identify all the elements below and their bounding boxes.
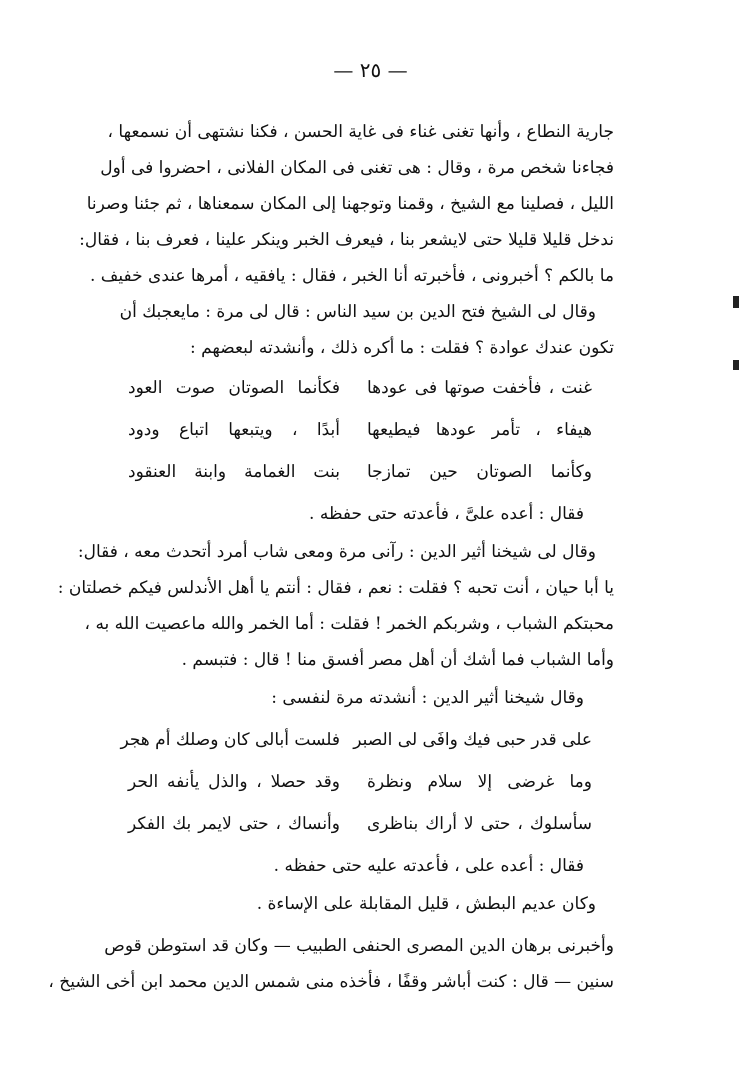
verse-line xyxy=(128,454,614,490)
text-line: يا أبا حيان ، أنت تحبه ؟ فقلت : نعم ، فقال : أنتم يا أهل الأندلس فيكم خصلتان : xyxy=(57,578,614,598)
text-line: وقال لى الشيخ فتح الدين بن سيد الناس : قال لى مرة : مايعجبك أن xyxy=(119,302,596,322)
text-line: الليل ، فصلينا مع الشيخ ، وقمنا وتوجهنا إلى المكان سمعناها ، ثم جئنا وصرنا xyxy=(86,194,614,214)
text-line: وأخبرنى برهان الدين المصرى الحنفى الطبيب — وكان قد استوطن قوص xyxy=(104,936,614,956)
text-line: جارية النطاع ، وأنها تغنى غناء فى غاية الحسن ، فكنا نشتهى أن نسمعها ، xyxy=(107,122,614,142)
margin-mark xyxy=(733,360,739,370)
text-line: تكون عندك عوادة ؟ فقلت : ما أكره ذلك ، وأنشدته لبعضهم : xyxy=(189,338,614,358)
verse-second-hemistich: فلست أبالى كان وصلك أم هجر xyxy=(120,730,340,750)
text-line: وكان عديم البطش ، قليل المقابلة على الإساءة . xyxy=(256,894,596,914)
verse-second-hemistich: بنت الغمامة وابنة العنقود xyxy=(128,462,340,482)
text-line: ندخل قليلا قليلا حتى لايشعر بنا ، فيعرف الخبر وينكر علينا ، فعرف بنا ، فقال: xyxy=(79,230,614,250)
verse-first-hemistich: وما غرضى إلا سلام ونظرة xyxy=(367,772,592,792)
verse-line xyxy=(128,370,614,406)
margin-mark xyxy=(733,296,739,308)
verse-line xyxy=(128,764,614,800)
verse-second-hemistich: أبدًا ، ويتبعها اتباع ودود xyxy=(128,420,340,440)
verse-line xyxy=(128,412,614,448)
verse-second-hemistich: فكأنما الصوتان صوت العود xyxy=(128,378,340,398)
text-line: وقال لى شيخنا أثير الدين : رآنى مرة ومعى شاب أمرد أتحدث معه ، فقال: xyxy=(77,542,596,562)
verse-line xyxy=(120,722,614,758)
text-line: فقال : أعده على ، فأعدته عليه حتى حفظه . xyxy=(273,856,584,876)
text-line: وأما الشباب فما أشك أن أهل مصر أفسق منا ! قال : فتبسم . xyxy=(181,650,614,670)
verse-first-hemistich: غنت ، فأخفت صوتها فى عودها xyxy=(367,378,592,398)
text-line: فجاءنا شخص مرة ، وقال : هى تغنى فى المكان الفلانى ، احضروا فى أول xyxy=(100,158,614,178)
text-line: ما بالكم ؟ أخبرونى ، فأخبرته أنا الخبر ، فقال : يافقيه ، أمرها عندى خفيف . xyxy=(89,266,614,286)
verse-line xyxy=(128,806,614,842)
verse-second-hemistich: وقد حصلا ، والذل يأنفه الحر xyxy=(128,772,340,792)
text-line: محبتكم الشباب ، وشربكم الخمر ! فقلت : أما الخمر والله ماعصيت الله به ، xyxy=(84,614,614,634)
verse-first-hemistich: على قدر حبى فيك وافَى لى الصبر xyxy=(353,730,592,750)
verse-first-hemistich: وكأنما الصوتان حين تمازجا xyxy=(367,462,592,482)
text-line: فقال : أعده علىَّ ، فأعدته حتى حفظه . xyxy=(309,504,584,524)
text-line: وقال شيخنا أثير الدين : أنشدته مرة لنفسى : xyxy=(271,688,584,708)
verse-first-hemistich: سأسلوك ، حتى لا أراك بناظرى xyxy=(367,814,592,834)
page-number: — ٢٥ — xyxy=(333,58,408,82)
verse-first-hemistich: هيفاء ، تأمر عودها فيطيعها xyxy=(367,420,592,440)
text-line: سنين — قال : كنت أباشر وقفًا ، فأخذه منى شمس الدين محمد ابن أخى الشيخ ، xyxy=(48,972,614,992)
verse-second-hemistich: وأنساك ، حتى لايمر بك الفكر xyxy=(128,814,340,834)
